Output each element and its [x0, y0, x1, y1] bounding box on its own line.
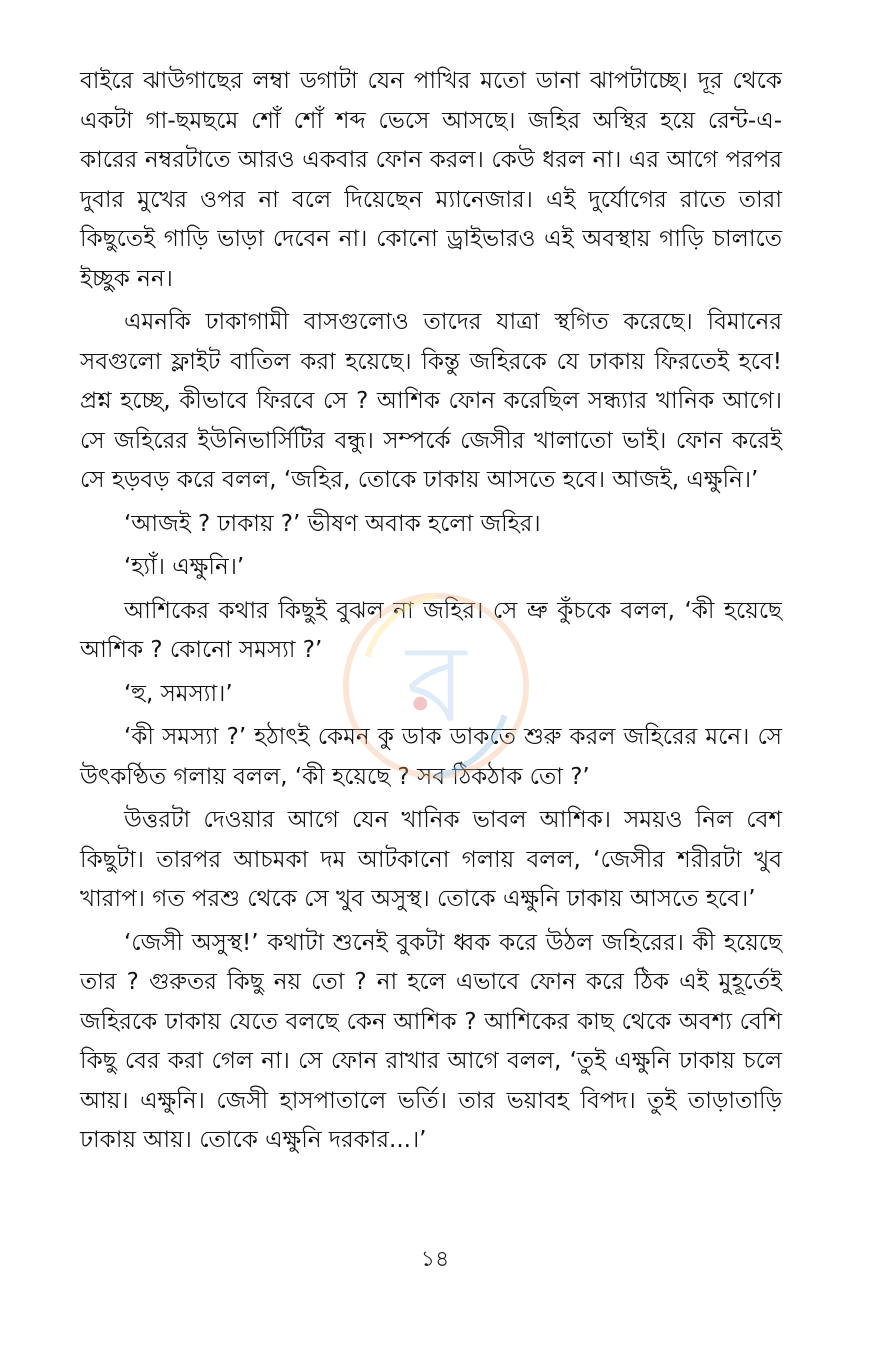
paragraph-1: বাইরে ঝাউগাছের লম্বা ডগাটা যেন পাখির মতো ডানা ঝাপটাচ্ছে। দূর থেকে একটা গা-ছমছমে শোঁ শোঁ শব্দ ভেসে আসছে। জহির অস্থির হয়ে রেন্ট-এ-কারের নম্বরটাতে আরও একবার ফোন করল। কেউ ধরল না। এর আগে পরপর দুবার মুখের ওপর না বলে দিয়েছেন ম্যানেজার। এই দুর্যোগের রাতে তারা কিছুতেই গাড়ি ভাড়া দেবেন না। কোনো ড্রাইভারও এই অবস্থায় গাড়ি চালাতে ইচ্ছুক নন।: [80, 68, 782, 292]
paragraph-6: ‘হু, সমস্যা।’: [124, 680, 233, 707]
svg-text:ব: ব: [406, 621, 466, 747]
paragraph-5: আশিকের কথার কিছুই বুঝল না জহির। সে ভ্রু কুঁচকে বলল, ‘কী হয়েছে আশিক ? কোনো সমস্যা ?’: [80, 597, 782, 663]
paragraph-4: ‘হ্যাঁ। এক্ষুনি।’: [124, 554, 245, 580]
body-text: [80, 62, 782, 1161]
paragraph-9: ‘জেসী অসুস্থ!’ কথাটা শুনেই বুকটা ধ্বক করে উঠল জহিরের। কী হয়েছে তার ? গুরুতর কিছু নয় তো ? না হলে এভাবে ফোন করে ঠিক এই মুহূর্তেই জহিরকে ঢাকায় যেতে বলছে কেন আশিক ? আশিকের কাছ থেকে অবশ্য বেশি কিছু বের করা গেল না। সে ফোন রাখার আগে বলল, ‘তুই এক্ষুনি ঢাকায় চলে আয়। এক্ষুনি। জেসী হাসপাতালে ভর্তি। তার ভয়াবহ বিপদ। তুই তাড়াতাড়ি ঢাকায় আয়। তোকে এক্ষুনি দরকার...।’: [80, 929, 782, 1153]
page-number: ১৪: [420, 1247, 450, 1272]
paragraph-7: ‘কী সমস্যা ?’ হঠাৎই কেমন কু ডাক ডাকতে শুরু করল জহিরের মনে। সে উৎকণ্ঠিত গলায় বলল, ‘কী হয়েছে ? সব ঠিকঠাক তো ?’: [80, 724, 782, 790]
paragraph-3: ‘আজই ? ঢাকায় ?’ ভীষণ অবাক হলো জহির।: [124, 510, 541, 537]
paragraph-8: উত্তরটা দেওয়ার আগে যেন খানিক ভাবল আশিক। সময়ও নিল বেশ কিছুটা। তারপর আচমকা দম আটকানো গলায় বলল, ‘জেসীর শরীরটা খুব খারাপ। গত পরশু থেকে সে খুব অসুস্থ। তোকে এক্ষুনি ঢাকায় আসতে হবে।’: [80, 807, 782, 912]
paragraph-2: এমনকি ঢাকাগামী বাসগুলোও তাদের যাত্রা স্থগিত করেছে। বিমানের সবগুলো ফ্লাইট বাতিল করা হয়েছে। কিন্তু জহিরকে যে ঢাকায় ফিরতেই হবে! প্রশ্ন হচ্ছে, কীভাবে ফিরবে সে ? আশিক ফোন করেছিল সন্ধ্যার খানিক আগে। সে জহিরের ইউনিভার্সিটির বন্ধু। সম্পর্কে জেসীর খালাতো ভাই। ফোন করেই সে হড়বড় করে বলল, ‘জহির, তোকে ঢাকায় আসতে হবে। আজই, এক্ষুনি।’: [80, 309, 782, 493]
